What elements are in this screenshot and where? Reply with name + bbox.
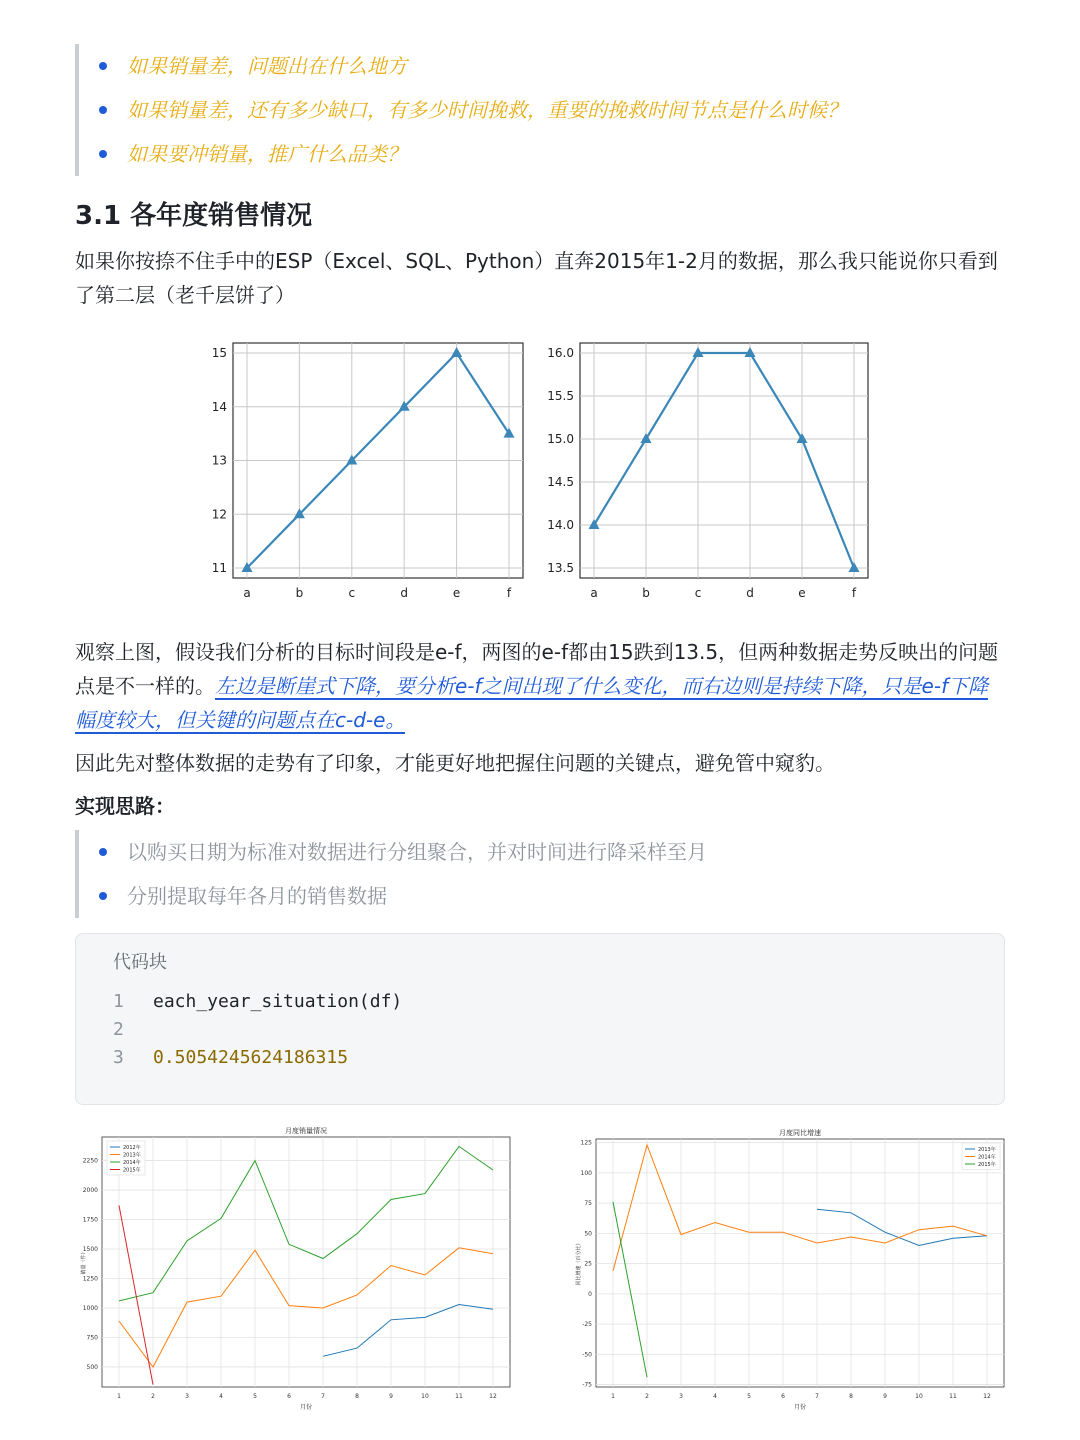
y-tick-label: 14.5 [547,475,574,489]
y-tick-label: -25 [582,1321,592,1329]
x-tick-label: 10 [421,1393,429,1400]
x-tick-label: a [590,586,598,600]
code-text: 0.5054245624186315 [153,1047,349,1068]
y-tick-label: -50 [582,1351,592,1359]
y-tick-label: -75 [582,1381,592,1389]
code-block-title: 代码块 [113,952,167,973]
x-tick-label: 7 [321,1393,325,1400]
y-tick-label: 11 [211,561,227,575]
x-tick-label: e [798,586,806,600]
x-tick-label: 2 [645,1393,649,1400]
y-tick-label: 16.0 [547,346,574,360]
y-tick-label: 0 [588,1290,592,1298]
code-line [113,988,402,1016]
list-item: 如果销量差，还有多少缺口，有多少时间挽救，重要的挽救时间节点是什么时候？ [79,88,847,132]
y-tick-label: 12 [211,507,227,522]
x-tick-label: 7 [815,1393,819,1400]
y-tick-label: 13 [211,453,227,468]
list-item: 如果销量差，问题出在什么地方 [79,44,847,88]
x-tick-label: 8 [849,1393,853,1400]
y-tick-label: 1250 [82,1275,98,1283]
line-number: 1 [113,991,124,1012]
legend-label: 2015年 [123,1167,141,1174]
code-text: each_year_situation(df) [153,991,403,1012]
x-tick-label: 1 [611,1393,615,1400]
x-tick-label: 9 [389,1393,393,1400]
legend-label: 2012年 [123,1145,141,1151]
x-tick-label: 2 [151,1393,155,1400]
legend-label: 2014年 [978,1154,996,1161]
x-tick-label: 4 [713,1393,717,1400]
section-heading: 3.1 各年度销售情况 [75,201,313,231]
x-tick-label: 11 [455,1393,463,1400]
line-number: 2 [113,1019,124,1040]
x-tick-label: d [400,586,409,600]
monthly-growth-chart [570,1125,1010,1410]
y-tick-label: 1500 [82,1246,98,1254]
y-tick-label: 500 [86,1363,98,1371]
monthly-sales-chart [75,1125,525,1410]
x-tick-label: 4 [219,1393,223,1400]
x-tick-label: 1 [117,1393,121,1400]
code-line [113,1044,348,1072]
code-block[interactable] [75,933,1005,1105]
y-tick-label: 750 [86,1334,98,1342]
list-item: 分别提取每年各月的销售数据 [79,874,707,918]
y-axis-label: 销量（件） [81,1249,87,1275]
x-tick-label: 6 [287,1393,291,1400]
y-tick-label: 125 [580,1139,592,1147]
x-tick-label: 6 [781,1393,785,1400]
observe-link[interactable]: 左边是断崖式下降，要分析e-f之间出现了什么变化，而右边则是持续下降，只是e-f下降幅度较大，但关键的问题点在c-d-e。 [75,674,989,732]
y-tick-label: 25 [584,1260,592,1268]
x-tick-label: e [452,586,461,600]
y-axis-label: 同比增速（百分比） [576,1240,582,1286]
chart-title: 月度同比增速 [779,1129,821,1137]
y-tick-label: 2000 [82,1187,98,1195]
y-tick-label: 50 [584,1230,592,1238]
line-number: 3 [113,1047,124,1068]
x-axis-label: 月份 [299,1404,313,1410]
x-tick-label: f [851,586,857,600]
x-tick-label: 12 [489,1393,497,1400]
plot-frame [580,343,868,578]
approach-quote [75,830,707,918]
conclusion-paragraph: 因此先对整体数据的走势有了印象，才能更好地把握住问题的关键点，避免管中窥豹。 [75,751,835,775]
x-tick-label: 5 [253,1393,257,1400]
y-tick-label: 75 [584,1200,592,1208]
observe-text: 观察上图，假设我们分析的目标时间段是e-f，两图的e-f都由15跌到13.5，但两种数据走势反映出的问题点是不一样的。 [75,640,999,698]
y-tick-label: 1750 [82,1216,98,1224]
chart-title: 月度销量情况 [285,1127,327,1135]
questions-quote [75,44,847,176]
y-tick-label: 100 [580,1169,592,1177]
y-tick-label: 14.0 [547,518,574,532]
approach-heading: 实现思路： [75,794,175,818]
x-tick-label: f [506,586,512,600]
questions-list [79,44,847,176]
x-tick-label: 12 [983,1393,991,1400]
observe-paragraph [75,635,1005,737]
x-tick-label: 9 [883,1393,887,1400]
legend-label: 2015年 [978,1162,996,1168]
y-tick-label: 2250 [82,1157,98,1165]
list-item: 以购买日期为标准对数据进行分组聚合，并对时间进行降采样至月 [79,830,707,874]
x-tick-label: 10 [915,1393,923,1400]
x-tick-label: a [243,586,251,600]
y-tick-label: 15 [211,346,227,360]
list-item: 如果要冲销量，推广什么品类？ [79,132,847,176]
code-line [113,1016,153,1044]
chart-left [195,335,535,610]
y-tick-label: 1000 [82,1304,98,1312]
x-tick-label: 11 [949,1393,957,1400]
x-tick-label: b [295,586,304,600]
legend-label: 2014年 [123,1160,141,1166]
x-tick-label: d [746,586,754,600]
y-tick-label: 15.0 [547,432,574,446]
x-tick-label: 3 [679,1393,683,1400]
x-tick-label: 8 [355,1393,359,1400]
legend-label: 2013年 [123,1152,141,1159]
y-tick-label: 13.5 [547,561,574,575]
x-tick-label: b [642,586,650,600]
x-tick-label: c [348,586,356,600]
legend-label: 2013年 [978,1147,996,1153]
y-tick-label: 14 [211,399,227,414]
x-tick-label: c [694,586,702,600]
x-axis-label: 月份 [793,1404,807,1410]
approach-list [79,830,707,918]
chart-right [535,335,880,610]
intro-paragraph: 如果你按捺不住手中的ESP（Excel、SQL、Python）直奔2015年1-2月的数据，那么我只能说你只看到了第二层（老千层饼了） [75,249,998,307]
x-tick-label: 5 [747,1393,751,1400]
x-tick-label: 3 [185,1393,189,1400]
y-tick-label: 15.5 [547,389,574,403]
plot-frame [102,1137,510,1387]
plot-frame [596,1139,1004,1387]
